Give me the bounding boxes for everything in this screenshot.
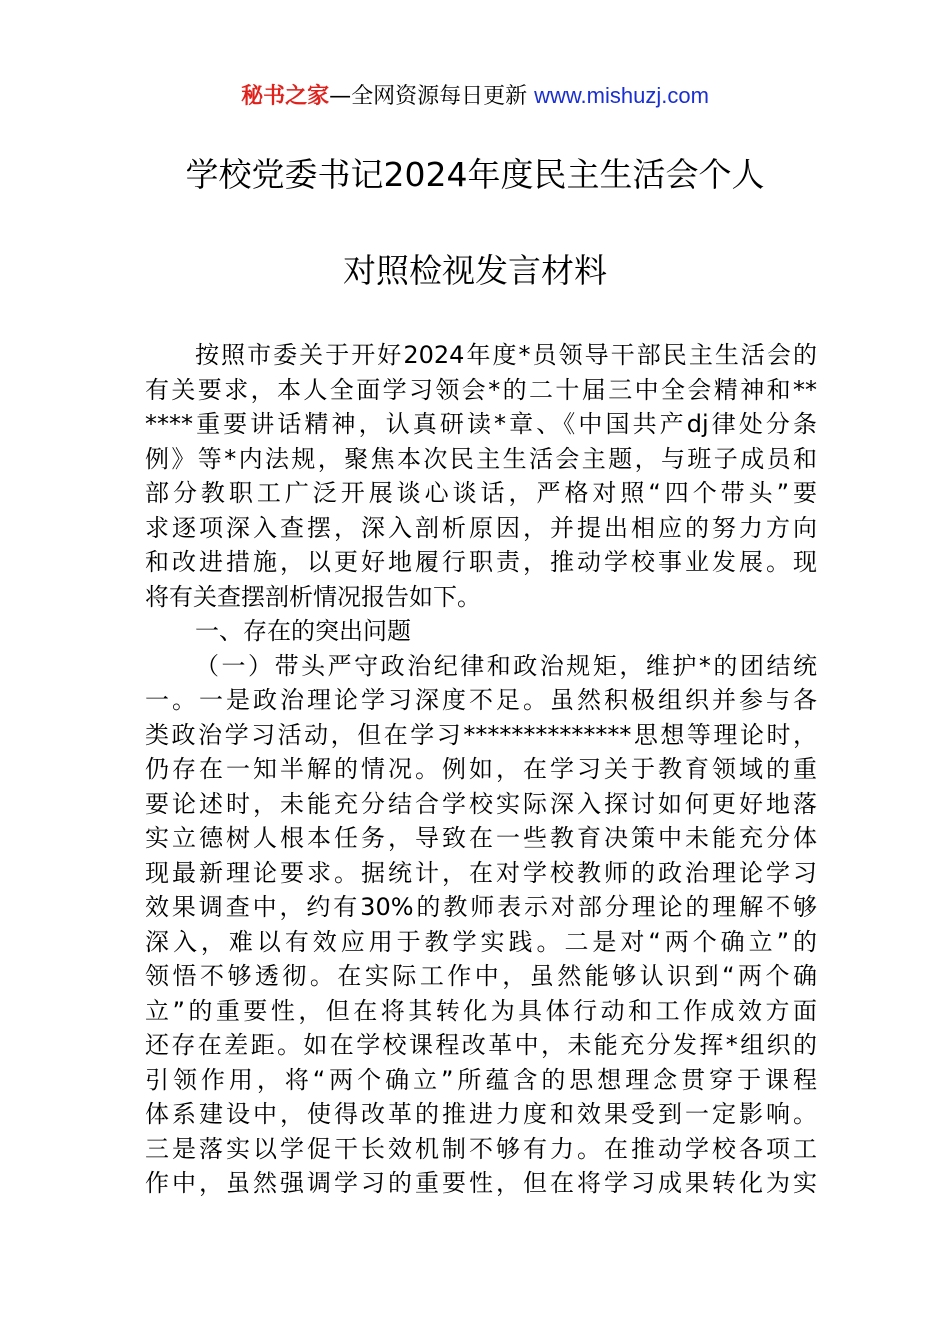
body-line: 按照市委关于开好2024年度*员领导干部民主生活会的	[195, 341, 817, 369]
body-line: ****重要讲话精神，认真研读*章、《中国共产dj律处分条	[145, 410, 817, 438]
body-line: 求逐项深入查摆，深入剖析原因，并提出相应的努力方向	[145, 513, 817, 542]
body-line: 将有关查摆剖析情况报告如下。	[145, 582, 481, 611]
body-line: 要论述时，未能充分结合学校实际深入探讨如何更好地落	[145, 789, 817, 818]
body-line: 实立德树人根本任务，导致在一些教育决策中未能充分体	[145, 824, 817, 852]
body-line: 仍存在一知半解的情况。例如，在学习关于教育领域的重	[145, 755, 817, 783]
body-line: 效果调查中，约有30%的教师表示对部分理论的理解不够	[145, 893, 817, 921]
body-line: 类政治学习活动，但在学习**************思想等理论时，	[145, 720, 817, 749]
body-line: （一）带头严守政治纪律和政治规矩，维护*的团结统	[195, 651, 817, 680]
section-heading: 一、存在的突出问题	[195, 617, 411, 645]
body-line: 体系建设中，使得改革的推进力度和效果受到一定影响。	[145, 1100, 817, 1128]
body-line: 立”的重要性，但在将其转化为具体行动和工作成效方面	[145, 996, 817, 1025]
document-body	[145, 338, 817, 1201]
body-line: 引领作用，将“两个确立”所蕴含的思想理念贯穿于课程	[145, 1065, 817, 1094]
body-line: 例》等*内法规，聚焦本次民主生活会主题，与班子成员和	[145, 444, 817, 473]
body-line: 一。一是政治理论学习深度不足。虽然积极组织并参与各	[145, 686, 817, 714]
body-line: 还存在差距。如在学校课程改革中，未能充分发挥*组织的	[145, 1031, 817, 1059]
header-tagline: —全网资源每日更新	[329, 84, 535, 109]
body-line: 部分教职工广泛开展谈心谈话，严格对照“四个带头”要	[145, 479, 817, 507]
body-line: 和改进措施，以更好地履行职责，推动学校事业发展。现	[145, 548, 817, 576]
site-header	[0, 80, 950, 113]
document-title-line-2: 对照检视发言材料	[343, 251, 607, 290]
body-line: 深入，难以有效应用于教学实践。二是对“两个确立”的	[145, 927, 817, 956]
body-line: 有关要求，本人全面学习领会*的二十届三中全会精神和**	[145, 375, 817, 404]
document-title-line-1: 学校党委书记2024年度民主生活会个人	[185, 155, 765, 194]
brand-name: 秘书之家	[241, 84, 330, 109]
body-line: 作中，虽然强调学习的重要性，但在将学习成果转化为实	[145, 1169, 817, 1197]
body-line: 现最新理论要求。据统计，在对学校教师的政治理论学习	[145, 858, 817, 887]
body-line: 领悟不够透彻。在实际工作中，虽然能够认识到“两个确	[145, 962, 817, 990]
body-line: 三是落实以学促干长效机制不够有力。在推动学校各项工	[145, 1134, 817, 1163]
site-url-link[interactable]: www.mishuzj.com	[534, 83, 709, 108]
